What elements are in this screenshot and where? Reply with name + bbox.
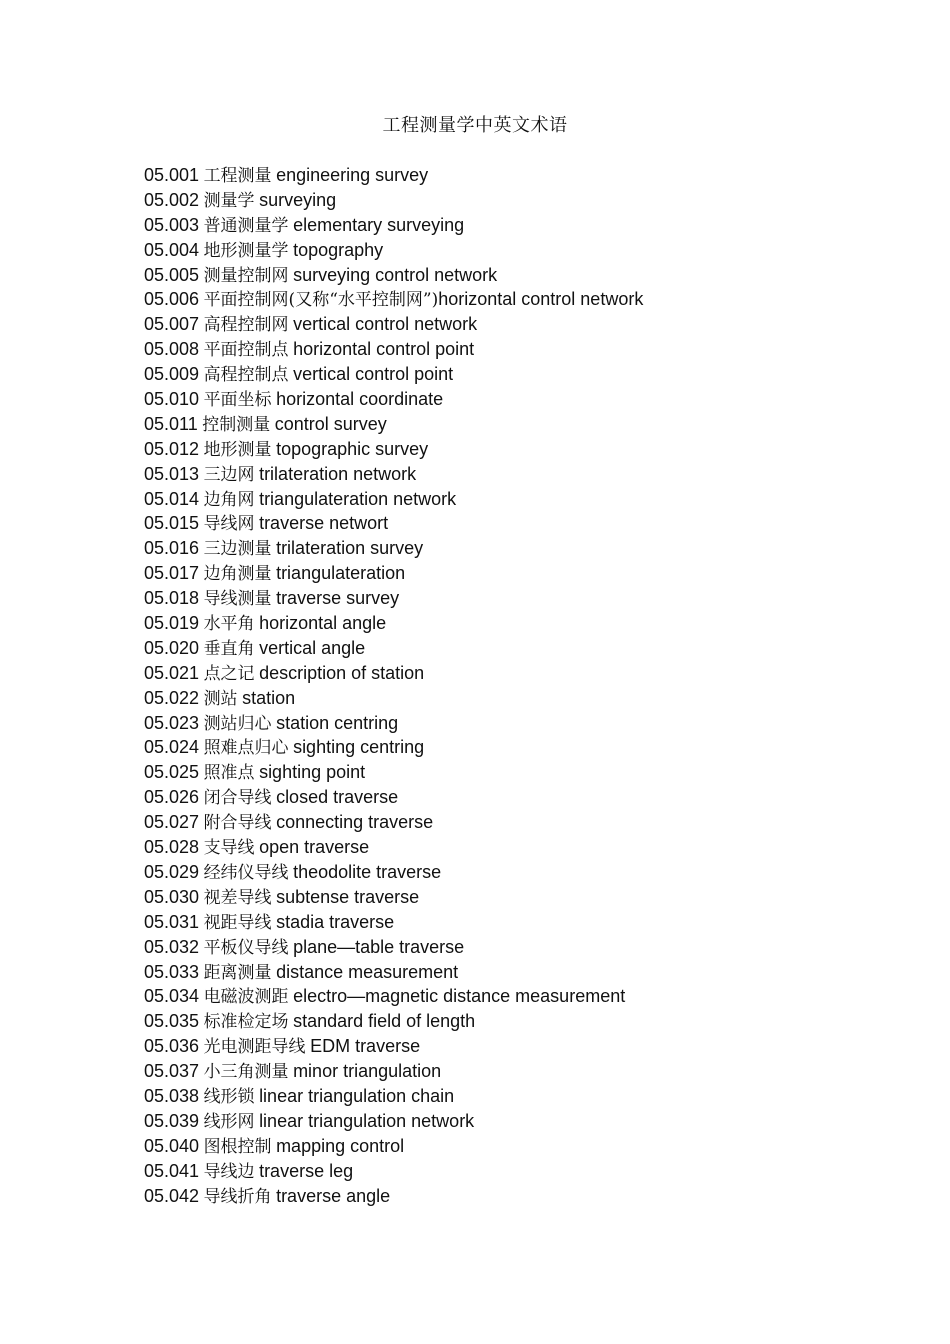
term-chinese: 工程测量 xyxy=(203,166,272,186)
term-english: control survey xyxy=(274,413,387,434)
term-code: 05.039 xyxy=(144,1110,200,1131)
term-entry xyxy=(144,984,643,1009)
term-entry xyxy=(144,1084,643,1109)
term-code: 05.007 xyxy=(144,314,200,335)
term-code: 05.037 xyxy=(144,1061,200,1082)
term-chinese: 电磁波测距 xyxy=(203,987,289,1008)
term-entry xyxy=(144,1184,643,1209)
term-english: stadia traverse xyxy=(276,911,395,932)
term-code: 05.009 xyxy=(144,364,200,385)
term-code: 05.013 xyxy=(144,463,200,484)
term-entry xyxy=(144,487,643,512)
term-english: station xyxy=(242,687,296,708)
term-entry xyxy=(144,810,643,835)
term-chinese: 地形测量学 xyxy=(203,240,289,261)
term-chinese: 经纬仪导线 xyxy=(203,862,289,883)
term-code: 05.015 xyxy=(144,513,200,534)
term-english: sighting point xyxy=(259,762,366,783)
term-english: topography xyxy=(293,239,384,260)
term-english: topographic survey xyxy=(276,438,429,459)
term-english: theodolite traverse xyxy=(293,861,442,882)
term-chinese: 闭合导线 xyxy=(203,788,272,809)
term-chinese: 光电测距导线 xyxy=(203,1037,306,1058)
term-code: 05.030 xyxy=(144,886,200,907)
term-chinese: 边角网 xyxy=(203,489,255,510)
term-code: 05.028 xyxy=(144,837,200,858)
term-entry xyxy=(144,263,643,288)
term-code: 05.029 xyxy=(144,861,200,882)
term-chinese: 地形测量 xyxy=(203,439,272,460)
term-english: elementary surveying xyxy=(293,214,465,235)
term-entry xyxy=(144,163,643,188)
term-code: 05.014 xyxy=(144,488,200,509)
term-english: triangulateration xyxy=(276,563,406,584)
term-entry xyxy=(144,462,643,487)
term-entry xyxy=(144,1034,643,1059)
term-english: trilateration network xyxy=(259,463,417,484)
term-chinese: 标准检定场 xyxy=(203,1012,289,1033)
term-code: 05.001 xyxy=(144,165,200,185)
term-code: 05.018 xyxy=(144,588,200,609)
term-english: traverse networt xyxy=(259,513,389,534)
term-chinese: 垂直角 xyxy=(203,638,255,659)
term-english: vertical angle xyxy=(259,637,366,658)
term-code: 05.020 xyxy=(144,637,200,658)
term-chinese: 普通测量学 xyxy=(203,215,289,236)
term-english: linear triangulation network xyxy=(259,1110,475,1131)
term-chinese: 图根控制 xyxy=(203,1136,272,1157)
term-entry xyxy=(144,287,643,312)
term-entry xyxy=(144,337,643,362)
term-english: plane—table traverse xyxy=(293,936,465,957)
term-chinese: 导线折角 xyxy=(203,1186,272,1207)
term-english: distance measurement xyxy=(276,961,459,982)
term-entry xyxy=(144,935,643,960)
term-chinese: 测站归心 xyxy=(203,713,272,734)
term-chinese: 支导线 xyxy=(203,838,255,859)
term-code: 05.004 xyxy=(144,239,200,260)
term-english: subtense traverse xyxy=(276,886,420,907)
term-code: 05.025 xyxy=(144,762,200,783)
term-english: standard field of length xyxy=(293,1011,476,1032)
term-code: 05.005 xyxy=(144,264,200,285)
term-code: 05.002 xyxy=(144,189,200,210)
term-english: linear triangulation chain xyxy=(259,1085,455,1106)
term-chinese: 边角测量 xyxy=(203,564,272,585)
term-chinese: 测站 xyxy=(203,688,238,709)
term-entry xyxy=(144,760,643,785)
term-entry xyxy=(144,213,643,238)
term-entry xyxy=(144,785,643,810)
term-code: 05.022 xyxy=(144,687,200,708)
term-entry xyxy=(144,910,643,935)
term-entry xyxy=(144,835,643,860)
term-entry xyxy=(144,1109,643,1134)
term-entry xyxy=(144,238,643,263)
term-code: 05.040 xyxy=(144,1135,200,1156)
term-code: 05.010 xyxy=(144,389,200,410)
term-chinese: 测量学 xyxy=(203,190,255,211)
term-english: traverse leg xyxy=(259,1160,354,1181)
term-entry xyxy=(144,1009,643,1034)
term-entry xyxy=(144,885,643,910)
term-english: vertical control point xyxy=(293,364,454,385)
term-entry xyxy=(144,661,643,686)
term-english: open traverse xyxy=(259,837,370,858)
term-entry xyxy=(144,312,643,337)
term-chinese: 照准点 xyxy=(203,763,255,784)
term-chinese: 三边网 xyxy=(203,464,255,485)
term-code: 05.027 xyxy=(144,812,200,833)
term-entry xyxy=(144,412,643,437)
term-entry xyxy=(144,611,643,636)
term-english: mapping control xyxy=(276,1135,405,1156)
term-entry xyxy=(144,960,643,985)
term-chinese: 距离测量 xyxy=(203,962,272,983)
term-code: 05.008 xyxy=(144,339,200,360)
term-chinese: 控制测量 xyxy=(202,414,271,435)
term-code: 05.041 xyxy=(144,1160,200,1181)
term-chinese: 附合导线 xyxy=(203,813,272,834)
term-chinese: 平面坐标 xyxy=(203,390,272,411)
term-entry xyxy=(144,437,643,462)
term-code: 05.042 xyxy=(144,1185,200,1206)
term-chinese: 平板仪导线 xyxy=(203,937,289,958)
term-english: traverse angle xyxy=(276,1185,391,1206)
term-entry xyxy=(144,1059,643,1084)
term-english: station centring xyxy=(276,712,399,733)
term-code: 05.033 xyxy=(144,961,200,982)
term-entry xyxy=(144,636,643,661)
term-chinese: 导线测量 xyxy=(203,589,272,610)
term-entry xyxy=(144,1159,643,1184)
term-code: 05.021 xyxy=(144,662,200,683)
term-chinese: 高程控制网 xyxy=(203,315,289,336)
term-code: 05.038 xyxy=(144,1085,200,1106)
term-chinese: 水平角 xyxy=(203,614,255,635)
term-code: 05.032 xyxy=(144,936,200,957)
term-chinese: 导线网 xyxy=(203,514,255,535)
term-english: closed traverse xyxy=(276,787,399,808)
term-chinese: 平面控制点 xyxy=(203,340,289,361)
term-code: 05.031 xyxy=(144,911,200,932)
term-code: 05.035 xyxy=(144,1011,200,1032)
term-chinese: 点之记 xyxy=(203,663,255,684)
term-entry xyxy=(144,735,643,760)
term-code: 05.011 xyxy=(144,413,198,434)
term-chinese: 导线边 xyxy=(203,1161,255,1182)
term-chinese: 线形锁 xyxy=(203,1086,255,1107)
term-code: 05.023 xyxy=(144,712,200,733)
term-chinese: 三边测量 xyxy=(203,539,272,560)
term-code: 05.019 xyxy=(144,613,200,634)
term-english: electro—magnetic distance measurement xyxy=(293,986,626,1007)
term-code: 05.006 xyxy=(144,289,200,310)
term-chinese: 高程控制点 xyxy=(203,365,289,386)
term-english: description of station xyxy=(259,662,425,683)
term-code: 05.017 xyxy=(144,563,200,584)
term-code: 05.012 xyxy=(144,438,200,459)
term-entry xyxy=(144,860,643,885)
term-english: traverse survey xyxy=(276,588,400,609)
term-entry xyxy=(144,711,643,736)
term-english: horizontal control point xyxy=(293,339,475,360)
term-entry xyxy=(144,536,643,561)
term-english: trilateration survey xyxy=(276,538,424,559)
term-code: 05.016 xyxy=(144,538,200,559)
term-entry xyxy=(144,1134,643,1159)
term-english: minor triangulation xyxy=(293,1061,442,1082)
term-english: triangulateration network xyxy=(259,488,457,509)
term-entry xyxy=(144,511,643,536)
term-english: surveying xyxy=(259,189,337,210)
term-list xyxy=(144,163,643,1208)
term-english: horizontal coordinate xyxy=(276,389,444,410)
term-chinese: 平面控制网(又称“水平控制网”) xyxy=(203,290,439,311)
term-entry xyxy=(144,188,643,213)
term-english: horizontal angle xyxy=(259,613,387,634)
term-code: 05.034 xyxy=(144,986,200,1007)
term-code: 05.026 xyxy=(144,787,200,808)
term-code: 05.036 xyxy=(144,1036,200,1057)
term-chinese: 照难点归心 xyxy=(203,738,289,759)
term-chinese: 小三角测量 xyxy=(203,1062,289,1083)
term-entry xyxy=(144,586,643,611)
term-english: horizontal control network xyxy=(438,289,644,310)
term-chinese: 测量控制网 xyxy=(203,265,289,286)
term-entry xyxy=(144,387,643,412)
term-english: vertical control network xyxy=(293,314,478,335)
term-english: surveying control network xyxy=(293,264,498,285)
term-english: connecting traverse xyxy=(276,812,434,833)
document-title: 工程测量学中英文术语 xyxy=(382,115,568,136)
term-chinese: 线形网 xyxy=(203,1111,255,1132)
term-english: sighting centring xyxy=(293,737,425,758)
term-code: 05.024 xyxy=(144,737,200,758)
term-entry xyxy=(144,686,643,711)
term-chinese: 视距导线 xyxy=(203,912,272,933)
term-entry xyxy=(144,362,643,387)
term-code: 05.003 xyxy=(144,214,200,235)
term-chinese: 视差导线 xyxy=(203,887,272,908)
term-entry xyxy=(144,561,643,586)
term-english: EDM traverse xyxy=(310,1036,421,1057)
term-english: engineering survey xyxy=(276,165,429,185)
